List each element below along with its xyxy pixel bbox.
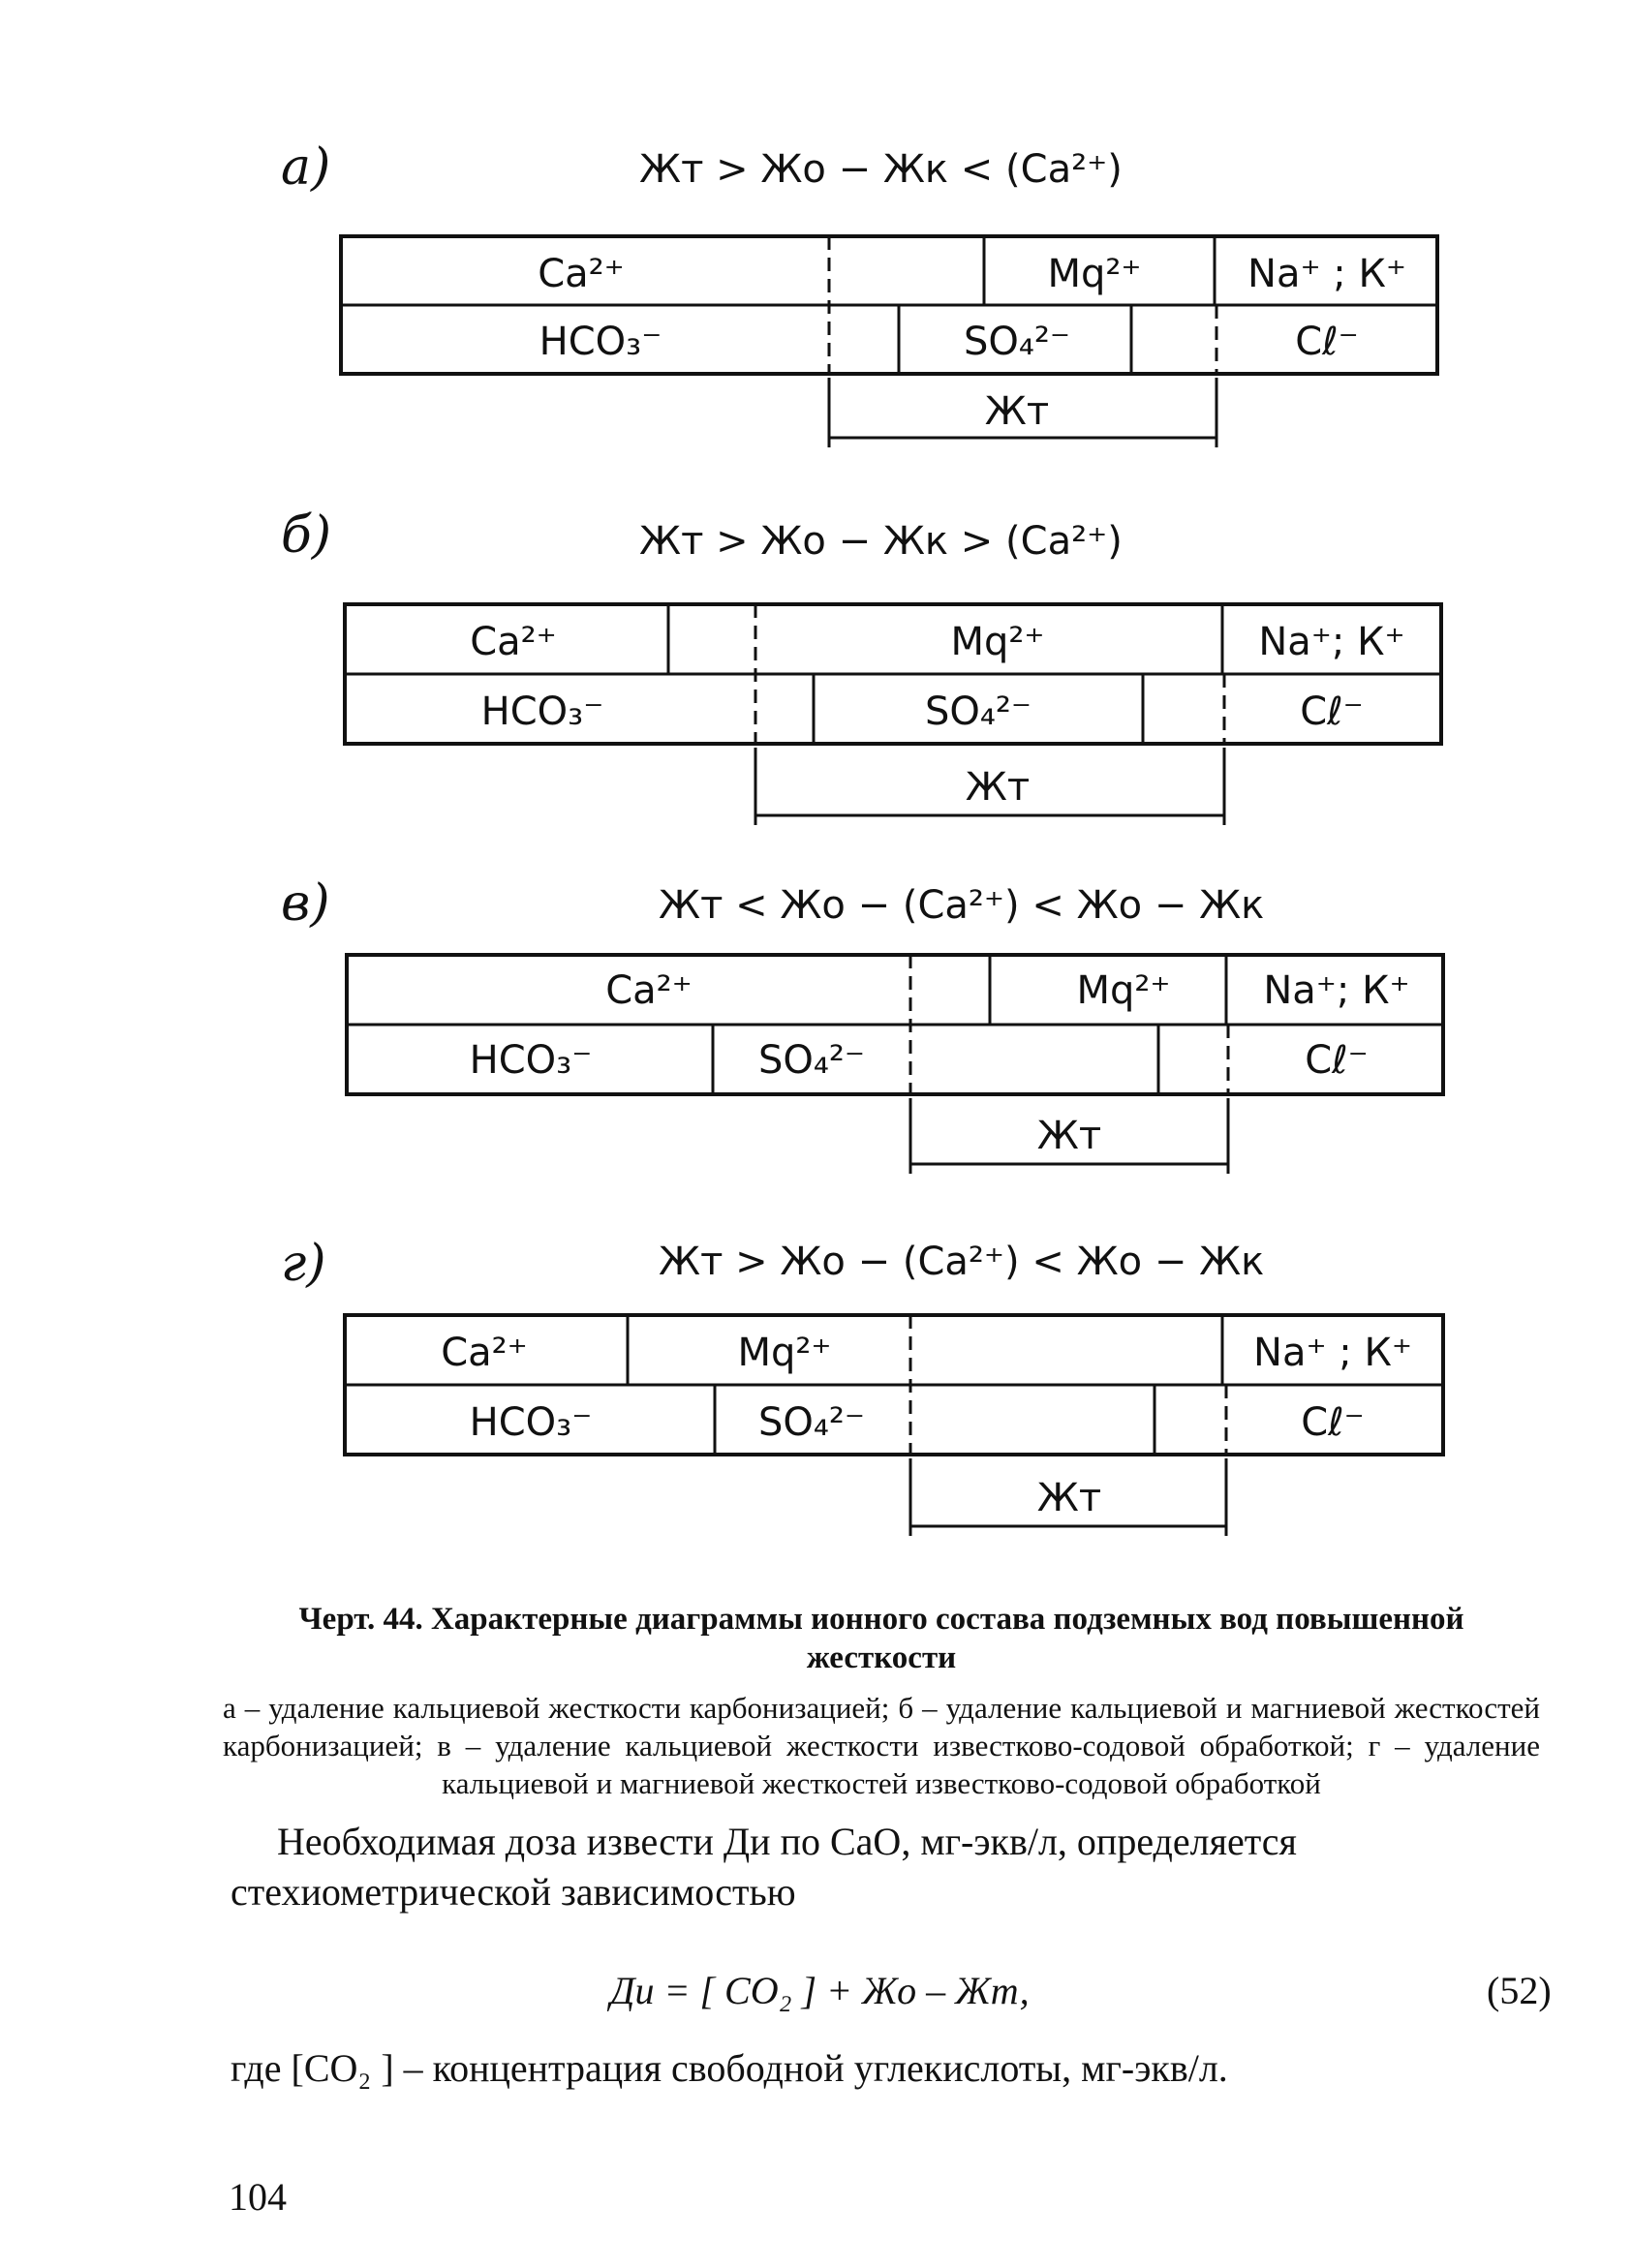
cell-na-k: Nа⁺ ; К⁺ bbox=[1253, 1331, 1412, 1375]
cell-cl: Сℓ⁻ bbox=[1295, 320, 1359, 364]
diagram-v bbox=[281, 874, 1443, 1174]
cell-so4: SO₄²⁻ bbox=[757, 1038, 866, 1083]
cell-cl: Сℓ⁻ bbox=[1300, 690, 1364, 734]
cell-mg: Мq²⁺ bbox=[1047, 252, 1142, 296]
cell-hco3: НСО₃⁻ bbox=[480, 690, 604, 734]
diagram-a bbox=[281, 138, 1437, 447]
cell-so4: SO₄²⁻ bbox=[924, 690, 1032, 734]
cell-ca: Са²⁺ bbox=[538, 252, 625, 296]
span-label: Жт bbox=[984, 389, 1050, 434]
figure-caption-title: Черт. 44. Характерные диаграммы ионного состава подземных вод повышенной жесткости bbox=[298, 1602, 1464, 1675]
diagram-formula: Жт > Жо − (Са²⁺) < Жо − Жк bbox=[659, 1240, 1265, 1284]
diagram-formula: Жт > Жо − Жк < (Са²⁺) bbox=[639, 147, 1123, 192]
cell-so4: SO₄²⁻ bbox=[757, 1400, 866, 1445]
span-label: Жт bbox=[1036, 1114, 1102, 1158]
cell-mg: Мq²⁺ bbox=[1076, 968, 1171, 1013]
diagram-b bbox=[281, 506, 1441, 825]
where-clause: где [СО₂ ] – концентрация свободной углекислоты, мг-экв/л. bbox=[231, 2046, 1228, 2090]
cell-na-k: Nа⁺; К⁺ bbox=[1263, 968, 1410, 1013]
cell-so4: SO₄²⁻ bbox=[963, 320, 1071, 364]
equation-number: (52) bbox=[1487, 1969, 1552, 2012]
cell-ca: Са²⁺ bbox=[605, 968, 693, 1013]
cell-ca: Са²⁺ bbox=[441, 1331, 528, 1375]
cell-na-k: Nа⁺ ; К⁺ bbox=[1247, 252, 1406, 296]
diagram-g bbox=[281, 1235, 1443, 1536]
span-label: Жт bbox=[965, 765, 1031, 810]
diagram-label: б) bbox=[281, 506, 332, 565]
diagram-formula: Жт > Жо − Жк > (Са²⁺) bbox=[639, 519, 1123, 564]
figure-caption-body: а – удаление кальциевой жесткости карбонизацией; б – удаление кальциевой и магниевой жесткостей карбонизацией; в – удаление кальциевой жесткости известково-содовой обработкой; г – удаление кальциевой и магниевой жесткостей известково-содовой обработкой bbox=[223, 1691, 1540, 1800]
cell-cl: Сℓ⁻ bbox=[1301, 1400, 1365, 1445]
cell-na-k: Nа⁺; К⁺ bbox=[1258, 620, 1405, 664]
cell-ca: Са²⁺ bbox=[470, 620, 557, 664]
formula-52: Ди = [ СО₂ ] + Жо – Жт, bbox=[610, 1969, 1030, 2012]
body-paragraph: Необходимая доза извести Ди по СаО, мг-экв/л, определяется стехиометрической зависимостью bbox=[231, 1820, 1297, 1914]
diagram-label: а) bbox=[281, 138, 331, 197]
diagram-label: в) bbox=[281, 874, 330, 933]
cell-hco3: НСО₃⁻ bbox=[539, 320, 662, 364]
cell-cl: Сℓ⁻ bbox=[1305, 1038, 1369, 1083]
diagram-label: г) bbox=[281, 1235, 326, 1293]
cell-mg: Мq²⁺ bbox=[950, 620, 1045, 664]
span-label: Жт bbox=[1036, 1476, 1102, 1520]
page-number: 104 bbox=[229, 2175, 287, 2219]
cell-mg: Мq²⁺ bbox=[737, 1331, 832, 1375]
cell-hco3: НСО₃⁻ bbox=[469, 1038, 593, 1083]
cell-hco3: НСО₃⁻ bbox=[469, 1400, 593, 1445]
diagram-formula: Жт < Жо − (Са²⁺) < Жо − Жк bbox=[659, 883, 1265, 928]
